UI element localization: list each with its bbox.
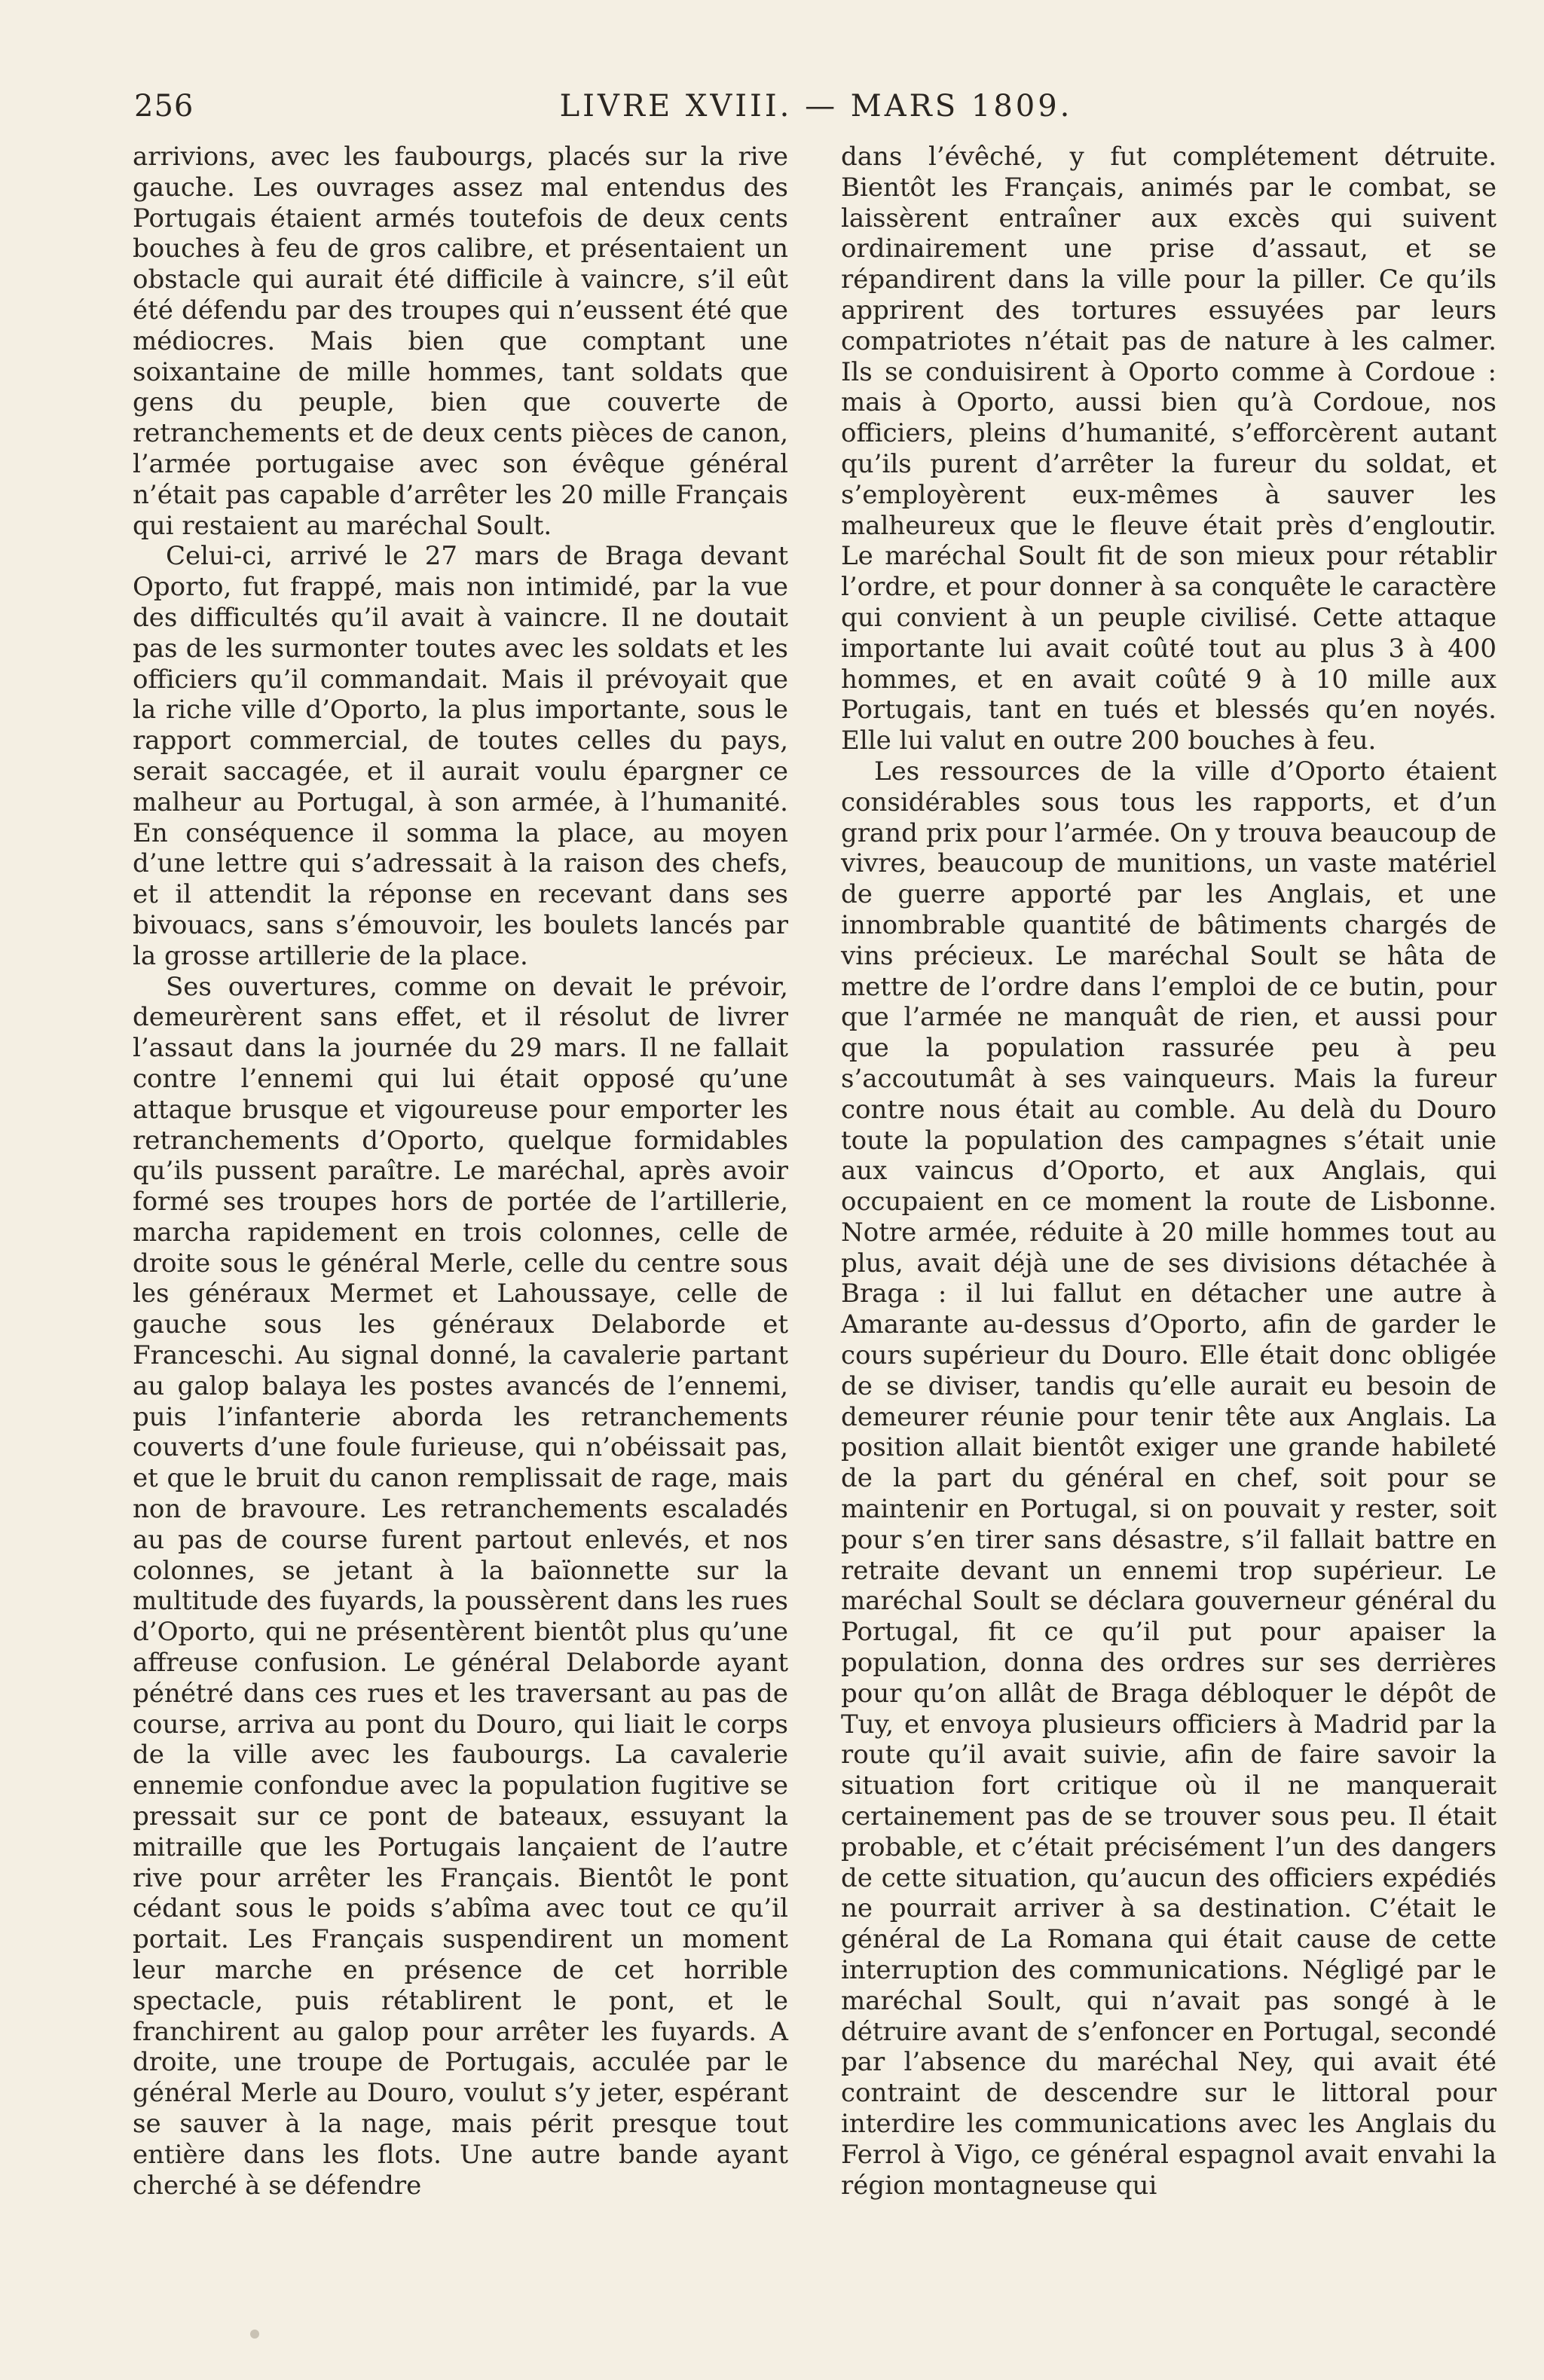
page-header	[134, 89, 1498, 134]
running-title: LIVRE XVIII. — MARS 1809.	[559, 89, 1073, 124]
page-number: 256	[134, 89, 194, 124]
left-column	[133, 142, 788, 2201]
paragraph: Ses ouvertures, comme on devait le prévoir, demeurèrent sans effet, et il résolut de livrer l’assaut dans la journée du 29 mars. Il ne fallait contre l’ennemi qui lui était opposé qu’une attaque brusque et vigoureuse pour emporter les retranchements d’Oporto, quelque formidables qu’ils pussent paraître. Le maréchal, après avoir formé ses troupes hors de portée de l’artillerie, marcha rapidement en trois colonnes, celle de droite sous le général Merle, celle du centre sous les généraux Mermet et Lahoussaye, celle de gauche sous les généraux Delaborde et Franceschi. Au signal donné, la cavalerie partant au galop balaya les postes avancés de l’ennemi, puis l’infanterie aborda les retranchements couverts d’une foule furieuse, qui n’obéissait pas, et que le bruit du canon remplissait de rage, mais non de bravoure. Les retranchements escaladés au pas de course furent partout enlevés, et nos colonnes, se jetant à la baïonnette sur la multitude des fuyards, la poussèrent dans les rues d’Oporto, qui ne présentèrent bientôt plus qu’une affreuse confusion. Le général Delaborde ayant pénétré dans ces rues et les traversant au pas de course, arriva au pont du Douro, qui liait le corps de la ville avec les faubourgs. La cavalerie ennemie confondue avec la population fugitive se pressait sur ce pont de bateaux, essuyant la mitraille que les Portugais lançaient de l’autre rive pour arrêter les Français. Bientôt le pont cédant sous le poids s’abîma avec tout ce qu’il portait. Les Français suspendirent un moment leur marche en présence de cet horrible spectacle, puis rétablirent le pont, et le franchirent au galop pour arrêter les fuyards. A droite, une troupe de Portugais, acculée par le général Merle au Douro, voulut s’y jeter, espérant se sauver à la nage, mais périt presque tout entière dans les flots. Une autre bande ayant cherché à se défendre	[133, 971, 788, 2201]
paper-speck	[250, 2330, 259, 2339]
paragraph: Les ressources de la ville d’Oporto étaient considérables sous tous les rapports, et d’un grand prix pour l’armée. On y trouva beaucoup de vivres, beaucoup de munitions, un vaste matériel de guerre apporté par les Anglais, et une innombrable quantité de bâtiments chargés de vins précieux. Le maréchal Soult se hâta de mettre de l’ordre dans l’emploi de ce butin, pour que l’armée ne manquât de rien, et aussi pour que la population rassurée peu à peu s’accoutumât à ses vainqueurs. Mais la fureur contre nous était au comble. Au delà du Douro toute la population des campagnes s’était unie aux vaincus d’Oporto, et aux Anglais, qui occupaient en ce moment la route de Lisbonne. Notre armée, réduite à 20 mille hommes tout au plus, avait déjà une de ses divisions détachée à Braga : il lui fallut en détacher une autre à Amarante au-dessus d’Oporto, afin de garder le cours supérieur du Douro. Elle était donc obligée de se diviser, tandis qu’elle aurait eu besoin de demeurer réunie pour tenir tête aux Anglais. La position allait bientôt exiger une grande habileté de la part du général en chef, soit pour se maintenir en Portugal, si on pouvait y rester, soit pour s’en tirer sans désastre, s’il fallait battre en retraite devant un ennemi trop supérieur. Le maréchal Soult se déclara gouverneur général du Portugal, fit ce qu’il put pour apaiser la population, donna des ordres sur ses derrières pour qu’on allât de Braga débloquer le dépôt de Tuy, et envoya plusieurs officiers à Madrid par la route qu’il avait suivie, afin de faire savoir la situation fort critique où il ne manquerait certainement pas de se trouver sous peu. Il était probable, et c’était précisément l’un des dangers de cette situation, qu’aucun des officiers expédiés ne pourrait arriver à sa destination. C’était le général de La Romana qui était cause de cette interruption des communications. Négligé par le maréchal Soult, qui n’avait pas songé à le détruire avant de s’enfoncer en Portugal, secondé par l’absence du maréchal Ney, qui avait été contraint de descendre sur le littoral pour interdire les communications avec les Anglais du Ferrol à Vigo, ce général espagnol avait envahi la région montagneuse qui	[841, 756, 1497, 2201]
right-column	[841, 142, 1497, 2201]
paragraph: dans l’évêché, y fut complétement détruite. Bientôt les Français, animés par le combat, se laissèrent entraîner aux excès qui suivent ordinairement une prise d’assaut, et se répandirent dans la ville pour la piller. Ce qu’ils apprirent des tortures essuyées par leurs compatriotes n’était pas de nature à les calmer. Ils se conduisirent à Oporto comme à Cordoue : mais à Oporto, aussi bien qu’à Cordoue, nos officiers, pleins d’humanité, s’efforcèrent autant qu’ils purent d’arrêter la fureur du soldat, et s’employèrent eux-mêmes à sauver les malheureux que le fleuve était près d’engloutir. Le maréchal Soult fit de son mieux pour rétablir l’ordre, et pour donner à sa conquête le caractère qui convient à un peuple civilisé. Cette attaque importante lui avait coûté tout au plus 3 à 400 hommes, et en avait coûté 9 à 10 mille aux Portugais, tant en tués et blessés qu’en noyés. Elle lui valut en outre 200 bouches à feu.	[841, 142, 1497, 756]
paragraph: Celui-ci, arrivé le 27 mars de Braga devant Oporto, fut frappé, mais non intimidé, par la vue des difficultés qu’il avait à vaincre. Il ne doutait pas de les surmonter toutes avec les soldats et les officiers qu’il commandait. Mais il prévoyait que la riche ville d’Oporto, la plus importante, sous le rapport commercial, de toutes celles du pays, serait saccagée, et il aurait voulu épargner ce malheur au Portugal, à son armée, à l’humanité. En conséquence il somma la place, au moyen d’une lettre qui s’adressait à la raison des chefs, et il attendit la réponse en recevant dans ses bivouacs, sans s’émouvoir, les boulets lancés par la grosse artillerie de la place.	[133, 541, 788, 971]
paragraph: arrivions, avec les faubourgs, placés sur la rive gauche. Les ouvrages assez mal entendus des Portugais étaient armés toutefois de deux cents bouches à feu de gros calibre, et présentaient un obstacle qui aurait été difficile à vaincre, s’il eût été défendu par des troupes qui n’eussent été que médiocres. Mais bien que comptant une soixantaine de mille hommes, tant soldats que gens du peuple, bien que couverte de retranchements et de deux cents pièces de canon, l’armée portugaise avec son évêque général n’était pas capable d’arrêter les 20 mille Français qui restaient au maréchal Soult.	[133, 142, 788, 541]
